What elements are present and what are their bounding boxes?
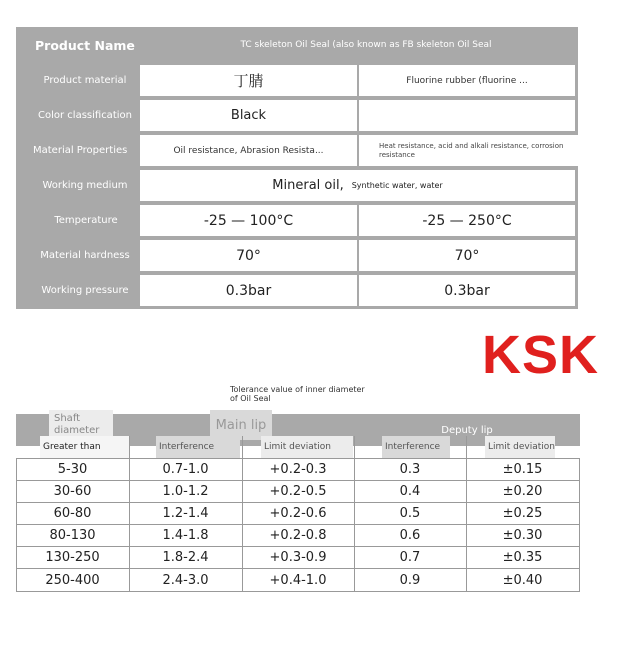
greater-than-header: Greater than (40, 436, 130, 458)
shaft-diameter-header: Shaft diameter (49, 410, 113, 440)
main-deviation-cell: +0.2-0.8 (269, 527, 327, 543)
working-pressure-label: Working pressure (41, 284, 129, 296)
brand-logo: KSK (482, 325, 600, 385)
main-deviation-header: Limit deviation (261, 436, 353, 458)
color-fkm (359, 100, 575, 131)
deputy-deviation-cell: ±0.25 (502, 505, 543, 521)
temperature-label: Temperature (54, 214, 118, 226)
main-lip-header: Main lip (210, 410, 272, 440)
main-interference-cell: 1.8-2.4 (162, 549, 209, 565)
tolerance-note: Tolerance value of inner diameter of Oil Seal (230, 385, 365, 403)
shaft-range-cell: 250-400 (45, 572, 100, 588)
shaft-range-cell: 130-250 (45, 549, 100, 565)
temperature-nbr: -25 — 100°C (140, 205, 357, 236)
working-medium-label: Working medium (42, 179, 128, 191)
color-classification-label: Color classification (38, 109, 132, 121)
hardness-nbr: 70° (140, 240, 357, 271)
deputy-lip-header: Deputy lip (441, 424, 493, 436)
product-material-fkm: Fluorine rubber (fluorine ... (359, 65, 575, 96)
product-name-label: Product Name (35, 37, 135, 53)
working-medium-value (140, 170, 575, 201)
properties-nbr: Oil resistance, Abrasion Resista... (140, 135, 357, 166)
main-interference-cell: 1.2-1.4 (162, 505, 209, 521)
grid-line (16, 591, 580, 592)
deputy-deviation-cell: ±0.40 (502, 572, 543, 588)
properties-fkm: Heat resistance, acid and alkali resistance, corrosion resistance (359, 135, 595, 166)
main-interference-cell: 1.0-1.2 (162, 483, 209, 499)
main-deviation-cell: +0.2-0.6 (269, 505, 327, 521)
deputy-deviation-cell: ±0.35 (502, 549, 543, 565)
product-material-nbr: 丁腈 (140, 65, 357, 96)
shaft-range-cell: 5-30 (57, 461, 88, 477)
main-deviation-cell: +0.2-0.5 (269, 483, 327, 499)
working-medium-main: Mineral oil, (272, 178, 344, 193)
grid-line (579, 458, 580, 591)
shaft-range-cell: 30-60 (53, 483, 92, 499)
deputy-deviation-cell: ±0.15 (502, 461, 543, 477)
hardness-fkm: 70° (359, 240, 575, 271)
deputy-interference-cell: 0.4 (399, 483, 421, 499)
material-hardness-label: Material hardness (40, 249, 130, 261)
product-name-value: TC skeleton Oil Seal (also known as FB skeleton Oil Seal (240, 40, 492, 50)
main-deviation-cell: +0.3-0.9 (269, 549, 327, 565)
spec-table (16, 27, 578, 309)
product-material-label: Product material (43, 74, 127, 86)
deputy-deviation-cell: ±0.20 (502, 483, 543, 499)
tolerance-table (16, 410, 580, 592)
deputy-deviation-cell: ±0.30 (502, 527, 543, 543)
main-deviation-cell: +0.2-0.3 (269, 461, 327, 477)
pressure-fkm: 0.3bar (359, 275, 575, 306)
deputy-interference-cell: 0.5 (399, 505, 421, 521)
deputy-interference-cell: 0.7 (399, 549, 421, 565)
main-interference-cell: 1.4-1.8 (162, 527, 209, 543)
main-interference-header: Interference (156, 436, 240, 458)
color-nbr: Black (140, 100, 357, 131)
deputy-interference-header: Interference (382, 436, 450, 458)
main-interference-cell: 0.7-1.0 (162, 461, 209, 477)
shaft-range-cell: 60-80 (53, 505, 92, 521)
deputy-interference-cell: 0.3 (399, 461, 421, 477)
main-interference-cell: 2.4-3.0 (162, 572, 209, 588)
working-medium-sub: Synthetic water, water (351, 181, 443, 190)
shaft-range-cell: 80-130 (49, 527, 96, 543)
deputy-interference-cell: 0.9 (399, 572, 421, 588)
deputy-interference-cell: 0.6 (399, 527, 421, 543)
deputy-deviation-header: Limit deviation (485, 436, 555, 458)
material-properties-label: Material Properties (33, 144, 128, 156)
temperature-fkm: -25 — 250°C (359, 205, 575, 236)
main-deviation-cell: +0.4-1.0 (269, 572, 327, 588)
pressure-nbr: 0.3bar (140, 275, 357, 306)
